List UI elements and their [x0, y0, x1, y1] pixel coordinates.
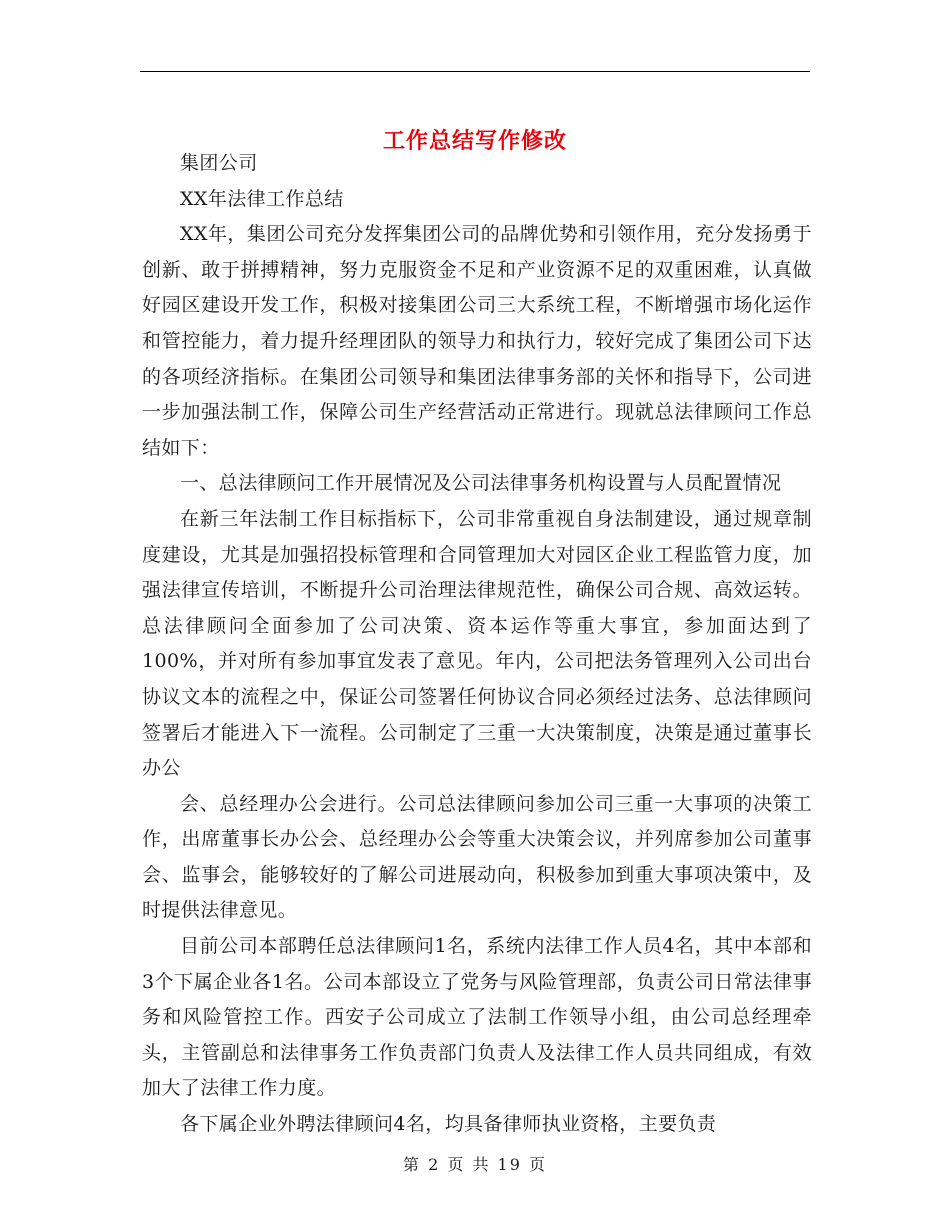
paragraph-subtitle: XX年法律工作总结: [180, 187, 344, 210]
document-body: [142, 146, 812, 1143]
paragraph-staffing: 目前公司本部聘任总法律顾问1名，系统内法律工作人员4名，其中本部和3个下属企业各1名。公司本部设立了党务与风险管理部，负责公司日常法律事务和风险管控工作。西安子公司成立了法制工作领导小组，由公司总经理牵头，主管副总和法律事务工作负责部门负责人及法律工作人员共同组成，有效加大了法律工作力度。: [142, 935, 812, 1100]
header-rule: [140, 71, 810, 72]
paragraph-external-counsel: 各下属企业外聘法律顾问4名，均具备律师执业资格，主要负责: [180, 1113, 717, 1136]
paragraph-company: 集团公司: [180, 152, 258, 174]
paragraph-section-heading: 一、总法律顾问工作开展情况及公司法律事务机构设置与人员配置情况: [180, 472, 782, 495]
paragraph-decision-making: 会、总经理办公会进行。公司总法律顾问参加公司三重一大事项的决策工作，出席董事长办公会、总经理办公会等重大决策会议，并列席参加公司董事会、监事会，能够较好的了解公司进展动向，积极参加到重大事项决策中，及时提供法律意见。: [142, 792, 812, 922]
paragraph-legal-system: 在新三年法制工作目标指标下，公司非常重视自身法制建设，通过规章制度建设，尤其是加强招投标管理和合同管理加大对园区企业工程监管力度，加强法律宣传培训，不断提升公司治理法律规范性，确保公司合规、高效运转。总法律顾问全面参加了公司决策、资本运作等重大事宜，参加面达到了100%，并对所有参加事宜发表了意见。年内，公司把法务管理列入公司出台协议文本的流程之中，保证公司签署任何协议合同必须经过法务、总法律顾问签署后才能进入下一流程。公司制定了三重一大决策制度，决策是通过董事长办公: [142, 507, 812, 780]
page-number: 第 2 页 共 19 页: [403, 1155, 547, 1174]
document-title: 工作总结写作修改: [382, 127, 567, 154]
paragraph-intro: XX年，集团公司充分发挥集团公司的品牌优势和引领作用，充分发扬勇于创新、敢于拼搏精神，努力克服资金不足和产业资源不足的双重困难，认真做好园区建设开发工作，积极对接集团公司三大系统工程，不断增强市场化运作和管控能力，着力提升经理团队的领导力和执行力，较好完成了集团公司下达的各项经济指标。在集团公司领导和集团法律事务部的关怀和指导下，公司进一步加强法制工作，保障公司生产经营活动正常进行。现就总法律顾问工作总结如下：: [142, 223, 812, 459]
